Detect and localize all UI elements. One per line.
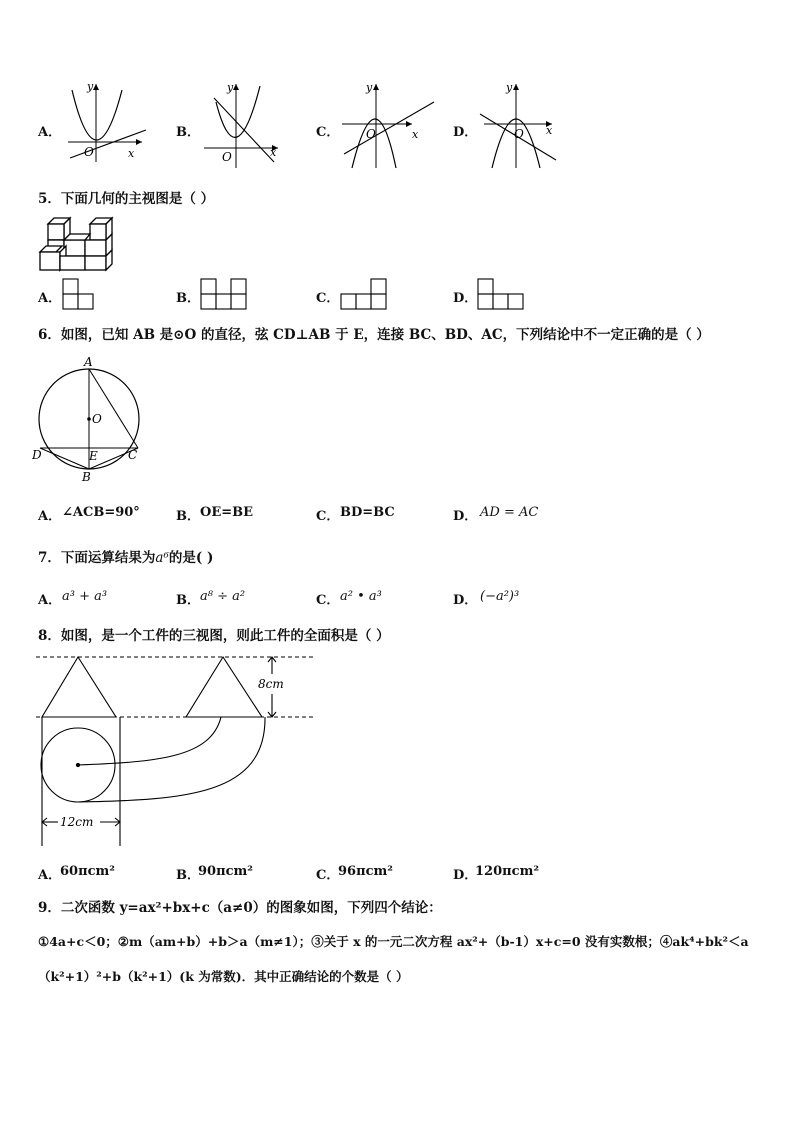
q6-option-d-label: D． [453,509,478,524]
q7-stem-math: a⁶ [155,550,169,566]
q7-option-b-text: a⁸ ÷ a² [200,589,246,604]
q6-option-a-text: ∠ACB=90° [62,505,140,520]
q6-label-b: B [82,470,91,484]
q7-option-d-text: (−a²)³ [480,589,520,604]
q4-d-origin: O [514,127,524,141]
q4-graph-b [200,80,290,170]
q6-stem: 6．如图，已知 AB 是⊙O 的直径，弦 CD⊥AB 于 E，连接 BC、BD、AC，下列结论中不一定正确的是（ ） [38,327,710,343]
q5-option-a-figure [62,278,98,312]
q8-option-a-label: A． [38,868,62,883]
q6-option-d-text: AD = AC [480,505,539,520]
q4-c-origin: O [366,127,376,141]
q6-option-c-text: BD=BC [340,505,395,520]
q4-graph-c [336,80,436,170]
q5-option-c-figure [340,278,390,312]
q4-b-origin: O [222,150,232,164]
q5-option-a-label: A． [38,291,62,306]
q5-stem: 5．下面几何的主视图是（ ） [38,191,215,207]
q4-a-y: y [87,80,94,93]
q4-graph-a [60,80,150,165]
q4-d-x: x [546,124,553,137]
q6-circle-figure [32,353,142,485]
q4-c-y: y [366,81,373,94]
q6-label-e: E [89,449,98,463]
q6-label-o: O [92,412,102,426]
q6-option-c-label: C． [316,509,340,524]
q4-d-y: y [506,81,513,94]
q9-line2: ①4a+c＜0；②m（am+b）+b＞a（m≠1）；③关于 x 的一元二次方程 ax²+（b-1）x+c=0 没有实数根；④ak⁴+bk²＜a [38,934,749,949]
q9-line3: （k²+1）²+b（k²+1）(k 为常数)．其中正确结论的个数是（ ） [38,969,409,984]
q4-option-d-label: D． [453,125,478,140]
q5-option-b-label: B． [176,291,200,306]
q4-graph-d [476,80,566,170]
q8-stem: 8．如图，是一个工件的三视图，则此工件的全面积是（ ） [38,628,390,644]
q8-option-d-text: 120πcm² [475,864,540,879]
q6-label-c: C [128,448,138,462]
q4-c-x: x [412,128,419,141]
q8-option-b-text: 90πcm² [198,864,253,879]
q8-option-d-label: D． [453,868,478,883]
q6-option-a-label: A． [38,509,62,524]
q7-stem [38,546,213,566]
q5-option-d-label: D． [453,291,478,306]
q7-option-d-label: D． [453,593,478,608]
q5-solid-figure [36,212,120,274]
q8-dim-width: 12cm [60,815,94,829]
q8-option-c-text: 96πcm² [338,864,393,879]
q8-option-b-label: B． [176,868,200,883]
q5-option-c-label: C． [316,291,340,306]
q4-option-b-label: B． [176,125,200,140]
q5-option-d-figure [477,278,527,312]
q7-option-a-label: A． [38,593,62,608]
q8-option-c-label: C． [316,868,340,883]
q4-option-a-label: A． [38,125,62,140]
q8-dim-height: 8cm [258,677,284,691]
q7-stem-text: 7．下面运算结果为 [38,550,156,566]
q4-a-x: x [128,147,135,160]
q6-option-b-label: B． [176,509,200,524]
q7-option-c-text: a² • a³ [340,589,382,604]
q7-option-c-label: C． [316,593,340,608]
q7-stem-tail: 的是( ) [168,550,214,566]
q8-three-views-figure [36,650,326,850]
q6-label-d: D [32,448,42,462]
q5-option-b-figure [200,278,250,312]
q7-option-a-text: a³ + a³ [62,589,108,604]
q4-option-c-label: C． [316,125,340,140]
q8-option-a-text: 60πcm² [60,864,115,879]
q9-stem: 9．二次函数 y=ax²+bx+c（a≠0）的图象如图，下列四个结论： [38,900,442,916]
q6-option-b-text: OE=BE [200,505,254,520]
q6-label-a: A [84,355,93,369]
q4-a-origin: O [84,145,94,159]
q4-b-x: x [270,146,277,159]
q4-b-y: y [227,81,234,94]
q7-option-b-label: B． [176,593,200,608]
